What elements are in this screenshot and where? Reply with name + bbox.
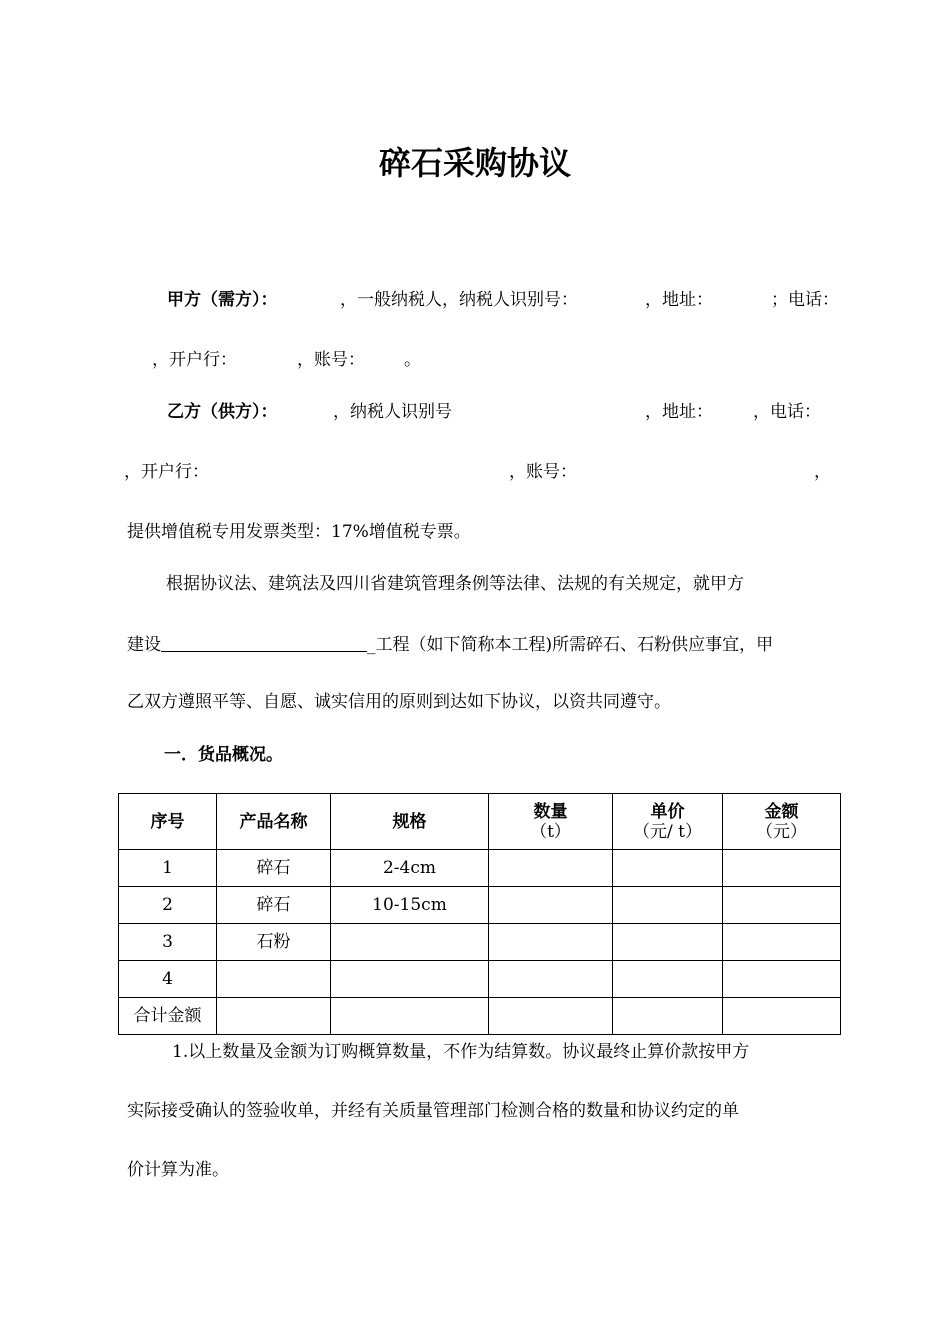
header-cell-unit-price: 单价 （元/ t）	[613, 794, 723, 850]
table-cell	[217, 998, 331, 1035]
table-cell	[613, 850, 723, 887]
note-1-line-3: 价计算为准。	[127, 1160, 229, 1180]
party-a-phone-text: ；电话：	[771, 290, 839, 310]
table-cell	[723, 924, 841, 961]
party-a-address-text: ，地址：	[645, 290, 713, 310]
table-cell: 石粉	[217, 924, 331, 961]
party-b-label: 乙方（供方）：	[167, 402, 278, 422]
table-cell	[613, 998, 723, 1035]
table-row	[119, 924, 841, 961]
header-cell-quantity: 数量 （t）	[489, 794, 613, 850]
intro-line-2-prefix: 建设	[127, 635, 161, 655]
party-a-account-text: ，账号：	[297, 350, 365, 370]
intro-line-3: 乙双方遵照平等、自愿、诚实信用的原则到达如下协议，以资共同遵守。	[127, 692, 671, 712]
table-cell	[489, 887, 613, 924]
party-b-account-text: ，账号：	[509, 462, 577, 482]
note-1-line-1: 1.以上数量及金额为订购概算数量，不作为结算数。协议最终止算价款按甲方	[172, 1042, 750, 1062]
table-cell: 2-4cm	[331, 850, 489, 887]
header-cell-product: 产品名称	[217, 794, 331, 850]
table-cell	[723, 961, 841, 998]
table-cell: 碎石	[217, 850, 331, 887]
table-row	[119, 887, 841, 924]
table-cell	[489, 998, 613, 1035]
party-a-bank-text: ，开户行：	[152, 350, 237, 370]
table-cell	[489, 924, 613, 961]
table-cell	[489, 961, 613, 998]
party-b-trailing-comma: ，	[814, 462, 831, 482]
note-1-line-2: 实际接受确认的签验收单，并经有关质量管理部门检测合格的数量和协议约定的单	[127, 1101, 739, 1121]
table-cell	[723, 887, 841, 924]
party-a-taxpayer-text: ，一般纳税人，纳税人识别号：	[340, 290, 578, 310]
document-title: 碎石采购协议	[378, 144, 571, 182]
table-cell	[331, 924, 489, 961]
table-cell: 合计金额	[119, 998, 217, 1035]
party-b-phone-text: ，电话：	[753, 402, 821, 422]
table-cell	[613, 924, 723, 961]
table-cell: 1	[119, 850, 217, 887]
intro-line-2-suffix: _工程（如下简称本工程)所需碎石、石粉供应事宜，甲	[367, 635, 774, 655]
table-cell: 碎石	[217, 887, 331, 924]
party-a-label: 甲方（需方）：	[167, 290, 278, 310]
table-cell	[217, 961, 331, 998]
header-cell-amount: 金额 （元）	[723, 794, 841, 850]
table-cell	[723, 998, 841, 1035]
header-cell-index: 序号	[119, 794, 217, 850]
goods-table	[118, 793, 841, 1035]
table-row-total	[119, 998, 841, 1035]
table-cell	[723, 850, 841, 887]
table-cell	[489, 850, 613, 887]
invoice-type-text: 提供增值税专用发票类型：17%增值税专票。	[127, 522, 471, 542]
table-cell	[331, 961, 489, 998]
table-row	[119, 961, 841, 998]
party-b-bank-text: ，开户行：	[124, 462, 209, 482]
table-cell	[613, 887, 723, 924]
table-cell: 2	[119, 887, 217, 924]
table-cell	[331, 998, 489, 1035]
table-row	[119, 850, 841, 887]
table-cell: 3	[119, 924, 217, 961]
section-1-heading: 一．货品概况。	[164, 745, 283, 765]
table-cell: 4	[119, 961, 217, 998]
party-b-address-text: ，地址：	[645, 402, 713, 422]
table-cell	[613, 961, 723, 998]
intro-line-2	[127, 633, 773, 655]
project-name-blank	[161, 633, 367, 652]
intro-line-1: 根据协议法、建筑法及四川省建筑管理条例等法律、法规的有关规定，就甲方	[166, 574, 744, 594]
table-cell: 10-15cm	[331, 887, 489, 924]
header-cell-spec: 规格	[331, 794, 489, 850]
table-header-row	[119, 794, 841, 850]
party-b-taxid-text: ，纳税人识别号	[333, 402, 452, 422]
party-a-end-text: 。	[404, 350, 421, 370]
